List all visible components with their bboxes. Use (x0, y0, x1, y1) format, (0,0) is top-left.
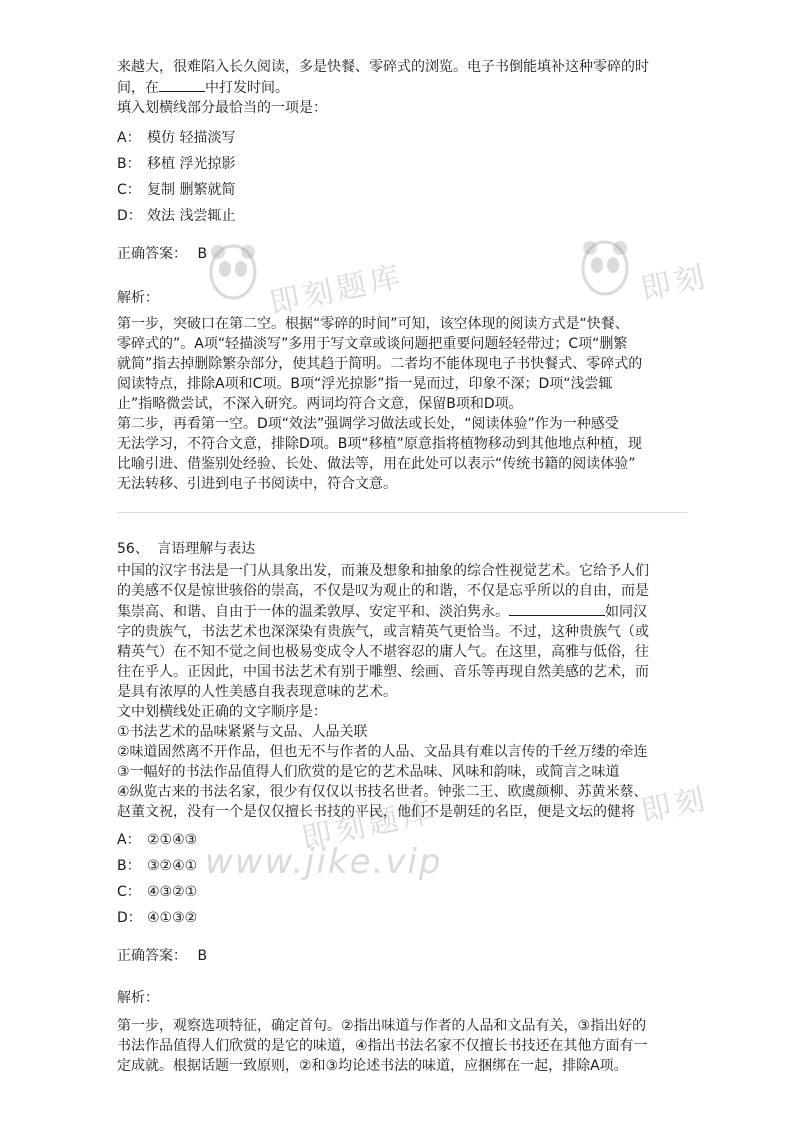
option-text: ④①③② (147, 910, 198, 926)
q55-explain-line: 零碎式的”。A项“轻描淡写”多用于写文章或谈问题把重要问题轻轻带过；C项“删繁 (117, 336, 628, 352)
option-letter: A： (117, 832, 141, 848)
q56-explain-line: 定成就。根据话题一致原则，②和③均论述书法的味道，应捆绑在一起，排除A项。 (117, 1058, 628, 1074)
q55-explain-line: 比喻引进、借鉴别处经验、长处、做法等，用在此处可以表示“传统书籍的阅读体验” (117, 456, 636, 472)
q56-sentence: 赵董文祝，没有一个是仅仅擅长书技的平民，他们不是朝廷的名臣，便是文坛的健将 (117, 804, 635, 820)
q56-passage-line: 是具有浓厚的人性美感自我表现意味的艺术。 (117, 684, 397, 700)
question-category: 言语理解与表达 (157, 541, 256, 557)
q55-prompt: 填入划横线部分最恰当的一项是： (117, 100, 327, 116)
fill-blank (159, 77, 205, 92)
option-text: ③②④① (147, 858, 198, 874)
option-letter: B： (117, 858, 141, 874)
q55-explain-line: 止”指略微尝试，不深入研究。两词均符合文意，保留B项和D项。 (117, 396, 523, 412)
q56-prompt: 文中划横线处正确的文字顺序是： (117, 704, 327, 720)
option-letter: C： (117, 884, 141, 900)
q55-option-a[interactable] (117, 128, 687, 148)
answer-value: B (197, 948, 208, 964)
q55-option-d[interactable] (117, 206, 687, 226)
q56-passage-line: 的美感不仅是惊世骇俗的崇高，不仅是叹为观止的和谐，不仅是忘乎所以的自由，而是 (117, 583, 649, 599)
option-letter: D： (117, 208, 142, 224)
q56-passage-line: 中国的汉字书法是一门从具象出发，而兼及想象和抽象的综合性视觉艺术。它给予人们 (117, 563, 649, 579)
q55-passage-text: 间，在 (117, 80, 159, 96)
q56-option-d[interactable] (117, 908, 687, 928)
q56-passage-line: 精英气）在不知不觉之间也极易变成令人不堪容忍的庸人气。在这里，高雅与低俗，往 (117, 644, 649, 660)
q55-passage-line: 来越大，很难陷入长久阅读，多是快餐、零碎式的浏览。电子书倒能填补这种零碎的时 (117, 59, 649, 75)
answer-label: 正确答案： (117, 948, 187, 964)
q55-explain-line: 第二步，再看第一空。D项“效法”强调学习做法或长处，“阅读体验”作为一种感受 (117, 416, 619, 432)
question-number: 56、 (117, 541, 149, 557)
q55-passage-line (117, 77, 687, 98)
option-text: ④③②① (147, 884, 198, 900)
fill-blank (509, 601, 605, 616)
q56-passage-line: 字的贵族气，书法艺术也深深染有贵族气，或言精英气更恰当。不过，这种贵族气（或 (117, 624, 649, 640)
question-divider (117, 512, 687, 513)
q56-explain-line: 书法作品值得人们欣赏的是它的味道，④指出书法名家不仅擅长书技还在其他方面有一 (117, 1038, 648, 1054)
q56-passage-text: 集崇高、和谐、自由于一体的温柔敦厚、安定平和、淡泊隽永。 (117, 604, 509, 620)
q56-option-b[interactable] (117, 856, 687, 876)
q56-option-c[interactable] (117, 882, 687, 902)
option-letter: C： (117, 182, 141, 198)
option-text: 效法 浅尝辄止 (147, 208, 236, 224)
q55-explain-line: 就简”指去掉删除繁杂部分，使其趋于简明。二者均不能体现电子书快餐式、零碎式的 (117, 356, 643, 372)
option-text: 模仿 轻描淡写 (147, 130, 236, 146)
q55-explain-line: 无法学习，不符合文意，排除D项。B项“移植”原意指将植物移动到其他地点种植，现 (117, 436, 642, 452)
q56-sentence: ④纵览古来的书法名家，很少有仅仅以书技名世者。钟张二王、欧虞颜柳、苏黄米蔡、 (117, 784, 648, 800)
watermark-brand: 即刻题库 (266, 259, 407, 322)
q55-explain-line: 无法转移、引进到电子书阅读中，符合文意。 (117, 476, 397, 492)
q56-option-a[interactable] (117, 830, 687, 850)
option-letter: D： (117, 910, 142, 926)
q55-option-c[interactable] (117, 180, 687, 200)
q56-answer (117, 946, 687, 966)
q55-explain-line: 第一步，突破口在第二空。根据“零碎的时间”可知，该空体现的阅读方式是“快餐、 (117, 316, 629, 332)
option-text: 复制 删繁就简 (147, 182, 236, 198)
q55-answer (117, 244, 687, 264)
option-text: 移植 浮光掠影 (147, 156, 236, 172)
q56-sentence: ①书法艺术的品味紧紧与文品、人品关联 (117, 724, 368, 740)
q56-header (117, 539, 687, 559)
watermark-url: www.jike.vip (205, 842, 443, 882)
q56-sentence: ③一幅好的书法作品值得人们欣赏的是它的艺术品味、风味和韵味，或简言之味道 (117, 764, 620, 780)
q56-passage-line (117, 601, 687, 622)
q55-explain-label: 解析： (117, 290, 159, 306)
q56-sentence: ②味道固然离不开作品，但也无不与作者的人品、文品具有难以言传的千丝万缕的牵连 (117, 744, 648, 760)
watermark-brand-partial-lower: 即刻 (637, 781, 712, 830)
q56-passage-line: 往在乎人。正因此，中国书法艺术有别于雕塑、绘画、音乐等再现自然美感的艺术，而 (117, 664, 649, 680)
q55-option-b[interactable] (117, 154, 687, 174)
q55-passage-text: 中打发时间。 (205, 80, 289, 96)
option-letter: A： (117, 130, 141, 146)
document-page (117, 57, 687, 1076)
watermark-brand-lower: 即刻题库 (298, 794, 439, 857)
option-letter: B： (117, 156, 141, 172)
q56-passage-text: 如同汉 (605, 604, 647, 620)
option-text: ②①④③ (147, 832, 198, 848)
answer-value: B (197, 246, 208, 262)
q55-explain-line: 阅读特点，排除A项和C项。B项“浮光掠影”指一晃而过，印象不深；D项“浅尝辄 (117, 376, 613, 392)
q56-explain-line: 第一步，观察选项特征，确定首句。②指出味道与作者的人品和文品有关，③指出好的 (117, 1018, 647, 1034)
answer-label: 正确答案： (117, 246, 187, 262)
watermark-brand-partial: 即刻 (637, 259, 712, 308)
q56-explain-label: 解析： (117, 990, 159, 1006)
